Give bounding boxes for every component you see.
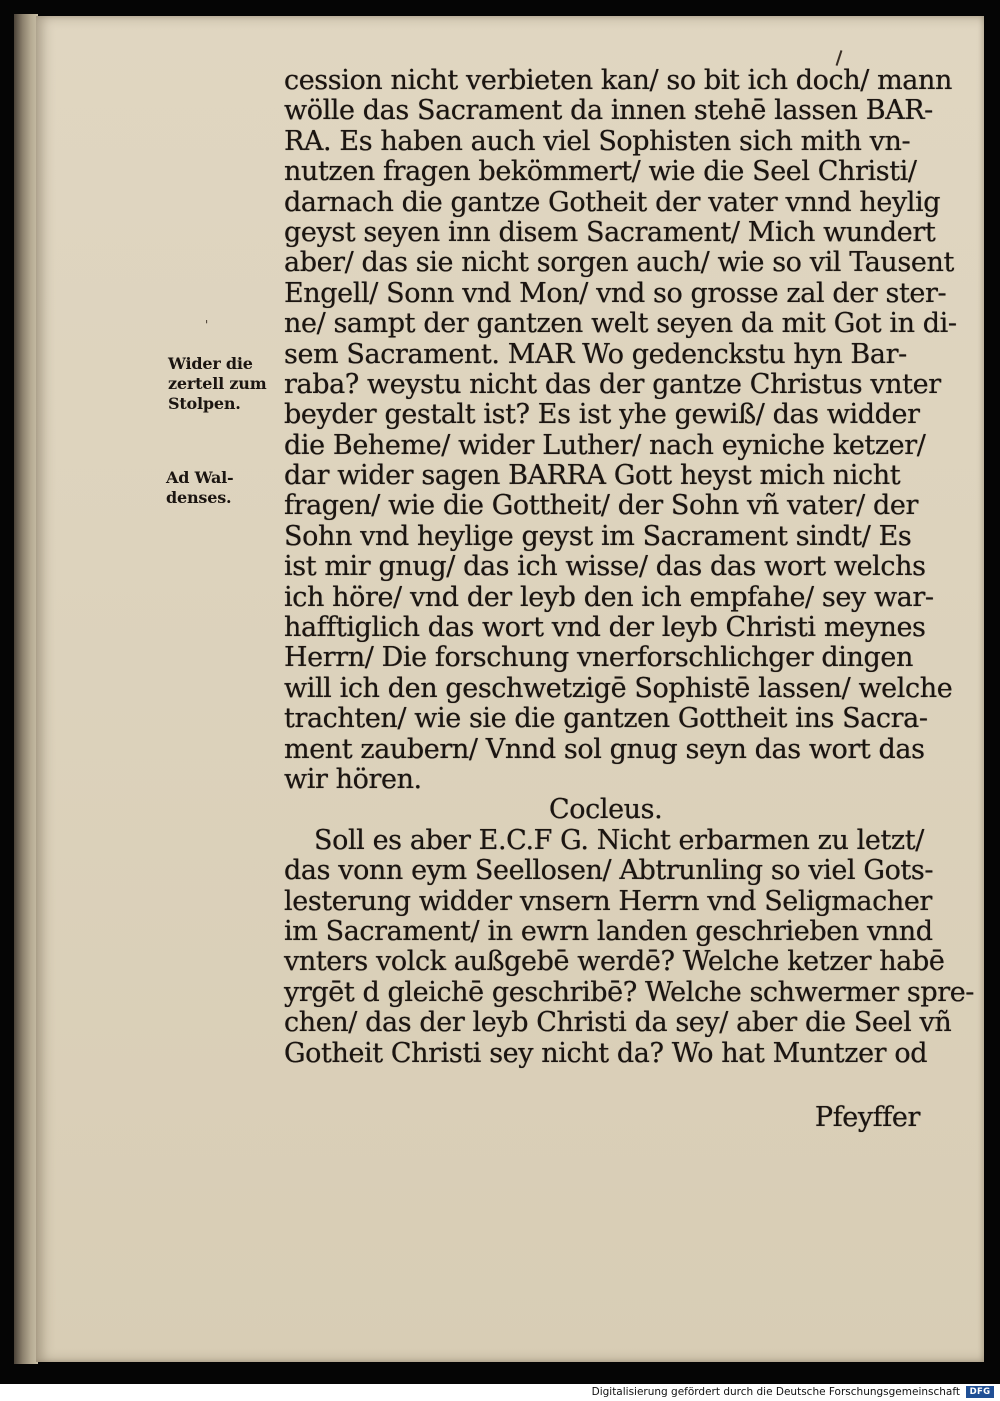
text-line: will ich den geschwetzigē Sophistē lassen/ welche <box>284 672 953 704</box>
text-line: dar wider sagen BARRA Gott heyst mich nicht <box>284 460 901 492</box>
catchword: Pfeyffer <box>814 1102 920 1133</box>
margin-note-line: Stolpen. <box>168 394 241 413</box>
funding-credit: Digitalisierung gefördert durch die Deutsche Forschungsgemeinschaft <box>591 1386 960 1398</box>
section-heading: Cocleus. <box>549 794 663 826</box>
text-line: ich höre/ vnd der leyb den ich empfahe/ sey war- <box>284 581 934 613</box>
text-line: trachten/ wie sie die gantzen Gottheit ins Sacra- <box>284 703 928 735</box>
text-line: darnach die gantze Gotheit der vater vnnd heylig <box>284 186 941 218</box>
text-line: ne/ sampt der gantzen welt seyen da mit Got in di- <box>284 308 957 340</box>
text-line: geyst seyen inn disem Sacrament/ Mich wundert <box>284 216 936 248</box>
text-line: im Sacrament/ in ewrn landen geschrieben vnnd <box>284 915 933 947</box>
text-line: RA. Es haben auch viel Sophisten sich mith vn- <box>284 125 911 157</box>
text-line: Engell/ Sonn vnd Mon/ vnd so grosse zal der ster- <box>284 277 947 309</box>
text-line: Sohn vnd heylige geyst im Sacrament sindt/ Es <box>284 520 912 552</box>
ink-speck: ' <box>205 318 209 332</box>
margin-note-line: Wider die <box>168 354 253 373</box>
text-line: cession nicht verbieten kan/ so bit ich doch/ mann <box>284 65 952 96</box>
text-line: beyder gestalt ist? Es ist yhe gewiß/ das widder <box>284 399 920 431</box>
dfg-logo: DFG <box>966 1386 994 1398</box>
text-line: wölle das Sacrament da innen stehē lassen BAR- <box>284 95 933 127</box>
main-text-block <box>284 65 975 1069</box>
margin-note-line: denses. <box>166 488 232 507</box>
text-line: die Beheme/ wider Luther/ nach eyniche ketzer/ <box>284 429 926 461</box>
text-line: aber/ das sie nicht sorgen auch/ wie so vil Tausent <box>284 247 954 279</box>
text-line: ment zaubern/ Vnnd sol gnug seyn das wort das <box>284 733 925 765</box>
margin-note-wider-die-zertell <box>168 354 266 414</box>
text-line: lesterung widder vnsern Herrn vnd Seligmacher <box>284 885 932 917</box>
text-line: ist mir gnug/ das ich wisse/ das das wort welchs <box>284 551 926 583</box>
margin-note-ad-waldenses <box>166 468 233 508</box>
margin-note-line: zertell zum <box>168 374 267 393</box>
text-line: chen/ das der leyb Christi da sey/ aber die Seel vñ <box>284 1007 952 1039</box>
footer-bar <box>0 1384 1000 1401</box>
text-line: vnters volck außgebē werdē? Welche ketzer habē <box>284 946 945 978</box>
text-line: hafftiglich das wort vnd der leyb Christi meynes <box>284 612 926 644</box>
text-line: Herrn/ Die forschung vnerforschlichger dingen <box>284 642 913 674</box>
text-line: yrgēt d gleichē geschribē? Welche schwermer spre- <box>284 976 975 1008</box>
text-line: nutzen fragen bekömmert/ wie die Seel Christi/ <box>284 156 917 188</box>
text-line: Soll es aber E.C.F G. Nicht erbarmen zu letzt/ <box>314 824 924 856</box>
text-line: raba? weystu nicht das der gantze Christus vnter <box>284 368 941 400</box>
text-line: wir hören. <box>284 763 422 795</box>
margin-note-line: Ad Wal- <box>166 468 234 487</box>
text-line: fragen/ wie die Gottheit/ der Sohn vñ vater/ der <box>284 490 918 522</box>
book-spine <box>14 14 38 1364</box>
text-line: sem Sacrament. MAR Wo gedenckstu hyn Bar- <box>284 338 907 370</box>
text-line: Gotheit Christi sey nicht da? Wo hat Muntzer od <box>284 1037 928 1069</box>
text-line: das vonn eym Seellosen/ Abtrunling so viel Gots- <box>284 855 934 887</box>
